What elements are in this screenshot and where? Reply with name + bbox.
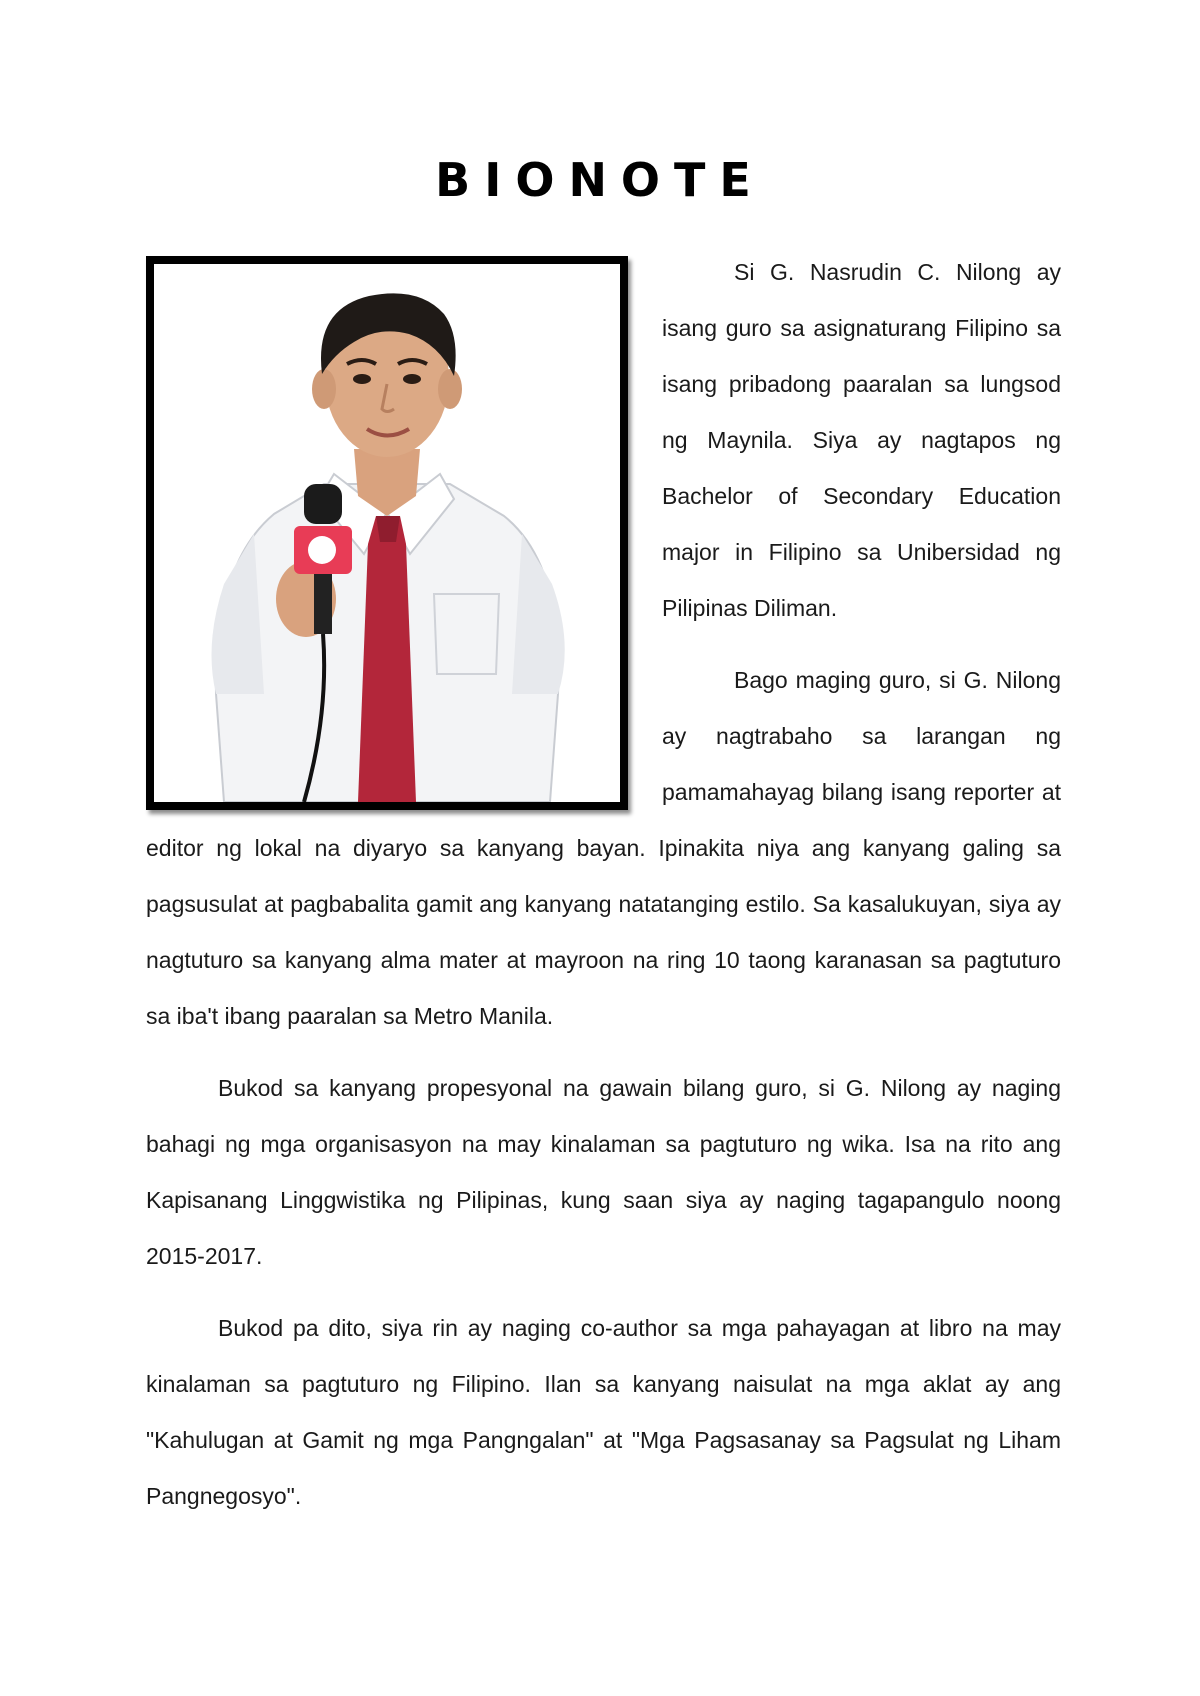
paragraph-2: Bago maging guro, si G. Nilong ay nagtrabaho sa larangan ng pamamahayag bilang isang reporter at editor ng lokal na diyaryo sa kanyang bayan. Ipinakita niya ang kanyang galing sa pagsusulat at pagbabalita gamit ang kanyang natatanging estilo. Sa kasalukuyan, siya ay nagtuturo sa kanyang alma mater at mayroon na ring 10 taong karanasan sa pagtuturo sa iba't ibang paaralan sa Metro Manila. (146, 667, 1061, 1029)
bionote-body (146, 244, 1061, 1540)
paragraph-3: Bukod sa kanyang propesyonal na gawain bilang guro, si G. Nilong ay naging bahagi ng mga organisasyon na may kinalaman sa pagtuturo ng wika. Isa na rito ang Kapisanang Linggwistika ng Pilipinas, kung saan siya ay naging tagapangulo noong 2015-2017. (146, 1075, 1061, 1269)
portrait-photo-icon (154, 264, 620, 802)
portrait-photo (146, 256, 628, 810)
paragraph-1: Si G. Nasrudin C. Nilong ay isang guro sa asignaturang Filipino sa isang pribadong paaralan sa lungsod ng Maynila. Siya ay nagtapos ng Bachelor of Secondary Education major in Filipino sa Unibersidad ng Pilipinas Diliman. (662, 259, 1061, 621)
paragraph-4: Bukod pa dito, siya rin ay naging co-author sa mga pahayagan at libro na may kinalaman sa pagtuturo ng Filipino. Ilan sa kanyang naisulat na mga aklat ay ang "Kahulugan at Gamit ng mga Pangngalan" at "Mga Pagsasanay sa Pagsulat ng Liham Pangnegosyo". (146, 1315, 1061, 1509)
page-title: BIONOTE (435, 153, 765, 207)
